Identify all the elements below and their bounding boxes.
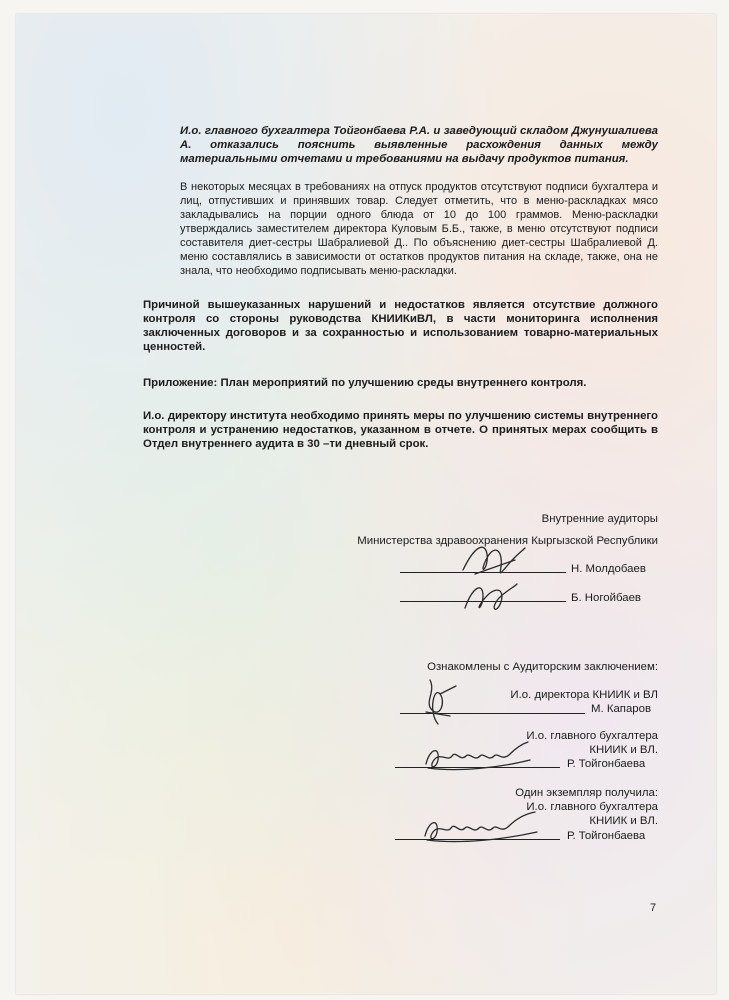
- appendix-paragraph: Приложение: План мероприятий по улучшению среды внутреннего контроля.: [143, 377, 587, 389]
- intro-italic-paragraph: И.о. главного бухгалтера Тойгонбаева Р.А. и заведующий складом Джунушалиева А. отказались пояснить выявленные расхождения данных между материальными отчетами и требованиями на выдачу продуктов питания.: [180, 125, 658, 165]
- copy-received-title-2: КНИИК и ВЛ.: [589, 815, 658, 827]
- director-name: М. Капаров: [591, 703, 652, 715]
- copy-received-header: Один экземпляр получила:: [515, 787, 658, 799]
- acknowledged-header: Ознакомлены с Аудиторским заключением:: [427, 661, 658, 673]
- cause-paragraph: Причиной вышеуказанных нарушений и недостатков является отсутствие должного контроля со стороны руководства КНИИКиВЛ, в части мониторинга исполнения заключенных договоров и за сохранностью и использованием товарно-материальных ценностей.: [143, 299, 658, 353]
- instruction-paragraph: И.о. директору института необходимо принять меры по улучшению системы внутреннего контроля и устранению недостатков, указанном в отчете. О принятых мерах сообщить в Отдел внутреннего аудита в 30 –ти дневный срок.: [143, 410, 658, 450]
- accountant-title-2: КНИИК и ВЛ.: [589, 744, 658, 756]
- signature-nogoibaev: [455, 578, 525, 618]
- signature-toigonbaeva-2: [415, 808, 545, 848]
- copy-received-title-1: И.о. главного бухгалтера: [526, 801, 658, 813]
- accountant-name: Р. Тойгонбаева: [567, 758, 646, 770]
- director-title: И.о. директора КНИИК и ВЛ: [510, 689, 658, 701]
- auditors-header: Внутренние аудиторы: [541, 513, 658, 525]
- ministry-header: Министерства здравоохранения Кыргызской Республики: [357, 535, 658, 547]
- page-number: 7: [650, 902, 657, 914]
- copy-received-name: Р. Тойгонбаева: [567, 830, 646, 842]
- signature-kaparov: [410, 672, 470, 732]
- auditor-name-1: Н. Молдобаев: [571, 563, 646, 575]
- signature-toigonbaeva-1: [418, 738, 538, 778]
- menu-details-paragraph: В некоторых месяцах в требованиях на отпуск продуктов отсутствуют подписи бухгалтера и лиц, отпустивших и принявших товар. Следует отметить, что в меню-раскладках мясо закладывались на порции одного блюда от 10 до 100 граммов. Меню-раскладки утверждались заместителем директора Куловым Б.Б., также, в меню отсутствуют подписи составителя диет-сестры Шабралиевой Д.. По объяснению диет-сестры Шабралиевой Д. меню составлялись в зависимости от остатков продуктов питания на складе, также, она не знала, что необходимо подписывать меню-раскладки.: [180, 181, 658, 277]
- accountant-title-1: И.о. главного бухгалтера: [526, 730, 658, 742]
- auditor-name-2: Б. Ногойбаев: [571, 592, 641, 604]
